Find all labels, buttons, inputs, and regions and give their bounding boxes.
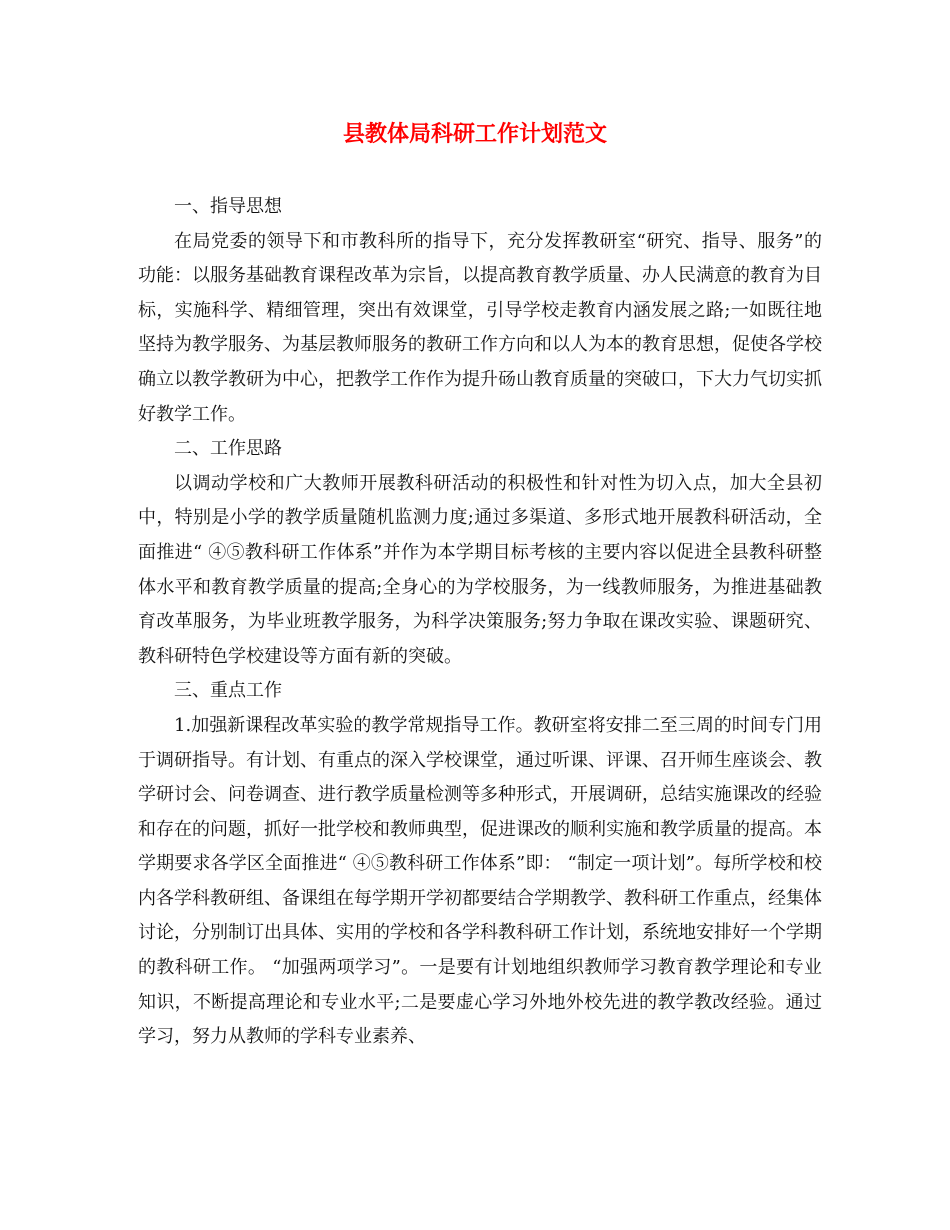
section-heading-work-approach: 二、工作思路 bbox=[174, 438, 282, 460]
section-heading-guiding-ideology: 一、指导思想 bbox=[174, 196, 282, 217]
paragraph-work-approach: 以调动学校和广大教师开展教科研活动的积极性和针对性为切入点，加大全县初中，特别是小学的教学质量随机监测力度;通过多渠道、多形式地开展教科研活动，全面推进“ ④⑤教科研工作体系”并作为本学期目标考核的主要内容以促进全县教科研整体水平和教育教学质量的提高;全身心的为学校服务，为一线教师服务，为推进基础教育改革服务，为毕业班教学服务，为科学决策服务;努力争取在课改实验、课题研究、教科研特色学校建设等方面有新的突破。 bbox=[138, 472, 822, 667]
document-body bbox=[138, 190, 822, 1055]
paragraph-key-work-1: 1.加强新课程改革实验的教学常规指导工作。教研室将安排二至三周的时间专门用于调研指导。有计划、有重点的深入学校课堂，通过听课、评课、召开师生座谈会、教学研讨会、问卷调查、进行教学质量检测等多种形式，开展调研，总结实施课改的经验和存在的问题，抓好一批学校和教师典型，促进课改的顺利实施和教学质量的提高。本学期要求各学区全面推进“ ④⑤教科研工作体系”即： “制定一项计划”。每所学校和校内各学科教研组、备课组在每学期开学初都要结合学期教学、教科研工作重点，经集体讨论，分别制订出具体、实用的学校和各学科教科研工作计划，系统地安排好一个学期的教科研工作。 “加强两项学习”。一是要有计划地组织教师学习教育教学理论和专业知识，不断提高理论和专业水平;二是要虚心学习外地外校先进的教学教改经验。通过学习，努力从教师的学科专业素养、 bbox=[138, 714, 822, 1048]
section-heading-key-work: 三、重点工作 bbox=[174, 680, 282, 702]
paragraph-guiding-ideology: 在局党委的领导下和市教科所的指导下，充分发挥教研室“研究、指导、服务”的功能：以服务基础教育课程改革为宗旨，以提高教育教学质量、办人民满意的教育为目标，实施科学、精细管理，突出有效课堂，引导学校走教育内涵发展之路;一如既往地坚持为教学服务、为基层教师服务的教研工作方向和以人为本的教育思想，促使各学校确立以教学教研为中心，把教学工作作为提升砀山教育质量的突破口，下大力气切实抓好教学工作。 bbox=[138, 230, 822, 425]
document-title: 县教体局科研工作计划范文 bbox=[342, 121, 607, 147]
